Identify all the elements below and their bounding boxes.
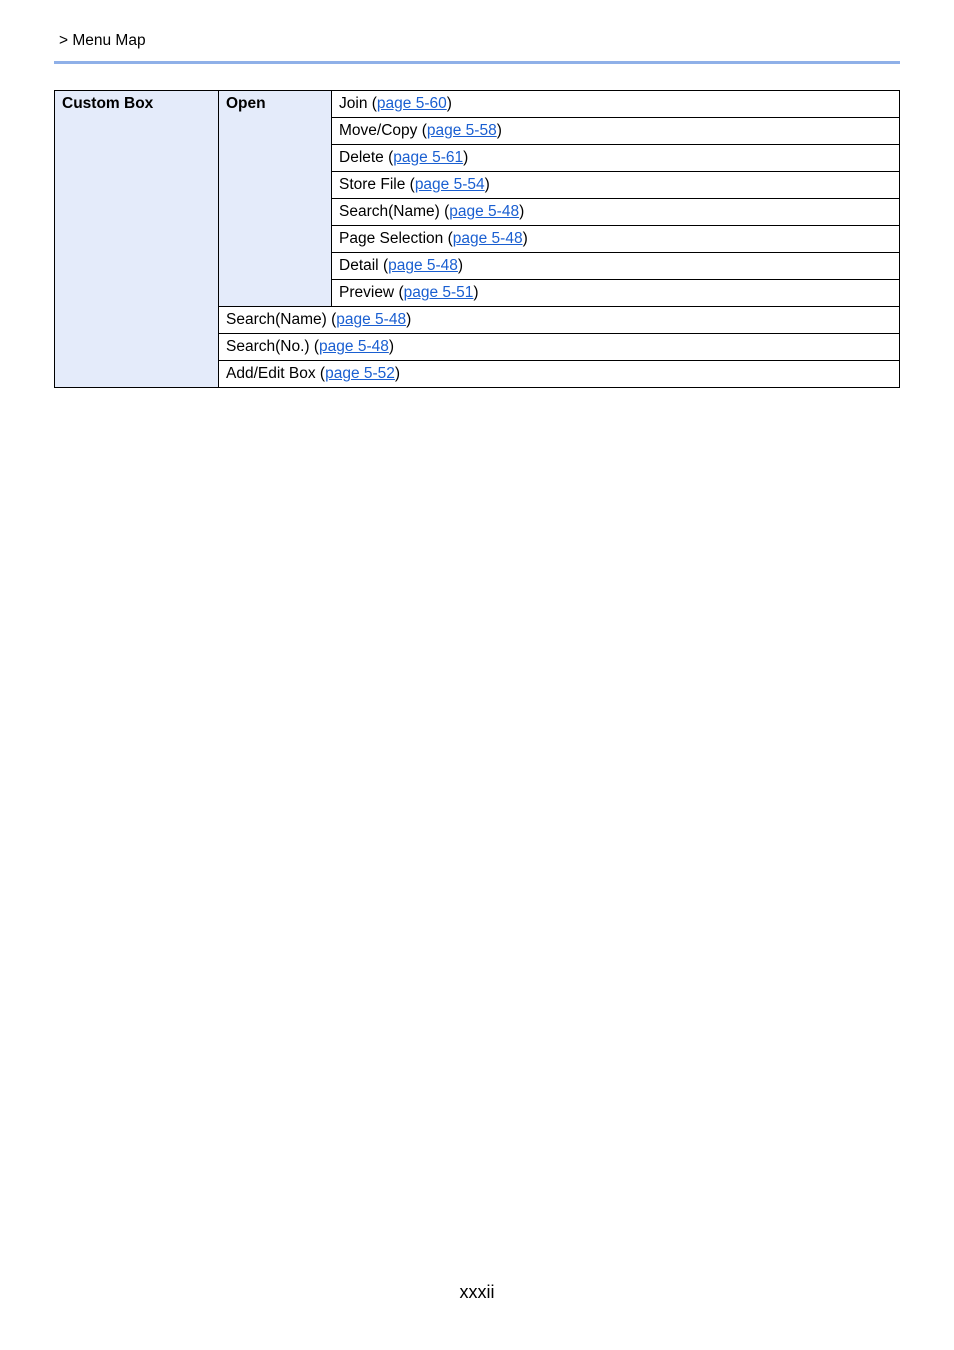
menu-item-label: Search(No.) [226, 338, 310, 355]
menu-level2-open: Open [219, 91, 332, 307]
page-ref-link[interactable]: page 5-48 [336, 311, 407, 328]
menu-item-move-copy: Move/Copy (page 5-58) [332, 118, 900, 145]
page-ref-link[interactable]: page 5-52 [325, 365, 395, 382]
page-ref-link[interactable]: page 5-54 [414, 176, 485, 193]
menu-item-preview: Preview (page 5-51) [332, 280, 900, 307]
menu-item-label: Store File [339, 176, 406, 193]
menu-item-search-name: Search(Name) (page 5-48) [332, 199, 900, 226]
menu-level1-custom-box: Custom Box [55, 91, 219, 388]
page-ref-link[interactable]: page 5-51 [403, 284, 474, 301]
menu-item-label: Preview [339, 284, 395, 301]
page-number: xxxii [459, 1282, 495, 1302]
page-ref-link[interactable]: page 5-60 [376, 95, 447, 112]
menu-item-label: Delete [339, 149, 384, 166]
page-ref-link[interactable]: page 5-58 [426, 122, 497, 139]
menu-item-join: Join (page 5-60) [332, 91, 900, 118]
menu-item-store-file: Store File (page 5-54) [332, 172, 900, 199]
menu-item-label: Search(Name) [339, 203, 440, 220]
header-rule [54, 61, 900, 64]
menu-map-table [54, 90, 900, 388]
menu-item-label: Join [339, 95, 368, 112]
menu-item-page-selection: Page Selection (page 5-48) [332, 226, 900, 253]
page-ref-link[interactable]: page 5-48 [452, 230, 523, 247]
table-row [55, 91, 900, 118]
page-ref-link[interactable]: page 5-48 [388, 257, 458, 274]
menu-item-search-no: Search(No.) (page 5-48) [219, 334, 900, 361]
menu-item-label: Search(Name) [226, 311, 327, 328]
menu-item-detail: Detail (page 5-48) [332, 253, 900, 280]
menu-item-delete: Delete (page 5-61) [332, 145, 900, 172]
page-ref-link[interactable]: page 5-48 [449, 203, 520, 220]
page-ref-link[interactable]: page 5-61 [393, 149, 464, 166]
breadcrumb: > Menu Map [59, 32, 146, 49]
menu-item-label: Move/Copy [339, 122, 418, 139]
menu-item-label: Add/Edit Box [226, 365, 316, 382]
menu-item-add-edit-box: Add/Edit Box (page 5-52) [219, 361, 900, 388]
menu-item-search-name-box: Search(Name) (page 5-48) [219, 307, 900, 334]
menu-item-label: Detail [339, 257, 379, 274]
menu-item-label: Page Selection [339, 230, 444, 247]
page-ref-link[interactable]: page 5-48 [319, 338, 389, 355]
